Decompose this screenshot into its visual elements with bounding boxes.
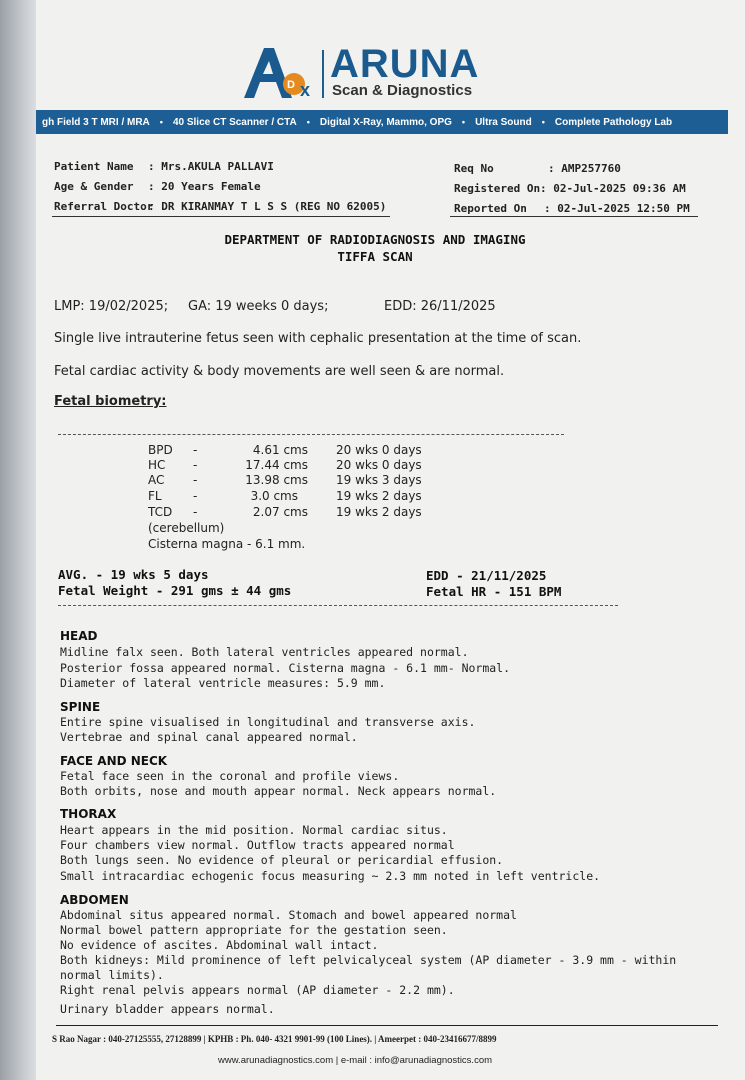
intro-presentation: Single live intrauterine fetus seen with cephalic presentation at the time of scan. [54, 331, 582, 346]
biometry-sep: - [193, 505, 198, 519]
registered-on-value: : 02-Jul-2025 09:36 AM [540, 182, 686, 195]
biometry-sep: - [193, 443, 198, 457]
edd-lmp: EDD: 26/11/2025 [384, 299, 496, 314]
section-line: Four chambers view normal. Outflow tracts appeared normal [60, 838, 455, 852]
bullet-icon: • [306, 117, 310, 127]
biometry-age: 19 wks 2 days [336, 505, 422, 519]
dashed-divider [58, 434, 564, 435]
biometry-age: 20 wks 0 days [336, 443, 422, 457]
bullet-icon: • [159, 117, 163, 127]
aruna-logo-icon [240, 44, 320, 100]
section-line: Heart appears in the mid position. Normal cardiac situs. [60, 823, 448, 837]
referral-doctor-label: Referral Doctor [54, 200, 154, 213]
biometry-sep: - [193, 489, 198, 503]
bullet-icon: • [461, 117, 466, 127]
binder-edge [0, 0, 40, 1080]
section-title: THORAX [60, 807, 117, 821]
services-band [36, 110, 728, 134]
section-line: Urinary bladder appears normal. [60, 1002, 275, 1016]
section-line: Both lungs seen. No evidence of pleural or pericardial effusion. [60, 853, 504, 867]
section-line: Fetal face seen in the coronal and profile views. [60, 769, 400, 783]
service-ct: 40 Slice CT Scanner / CTA [172, 116, 297, 128]
dashed-divider [58, 605, 618, 606]
biometry-age: 19 wks 3 days [336, 473, 422, 487]
patient-name-value: : Mrs.AKULA PALLAVI [148, 160, 274, 173]
biometry-value: 13.98 cms [245, 473, 308, 487]
section-title: HEAD [60, 629, 98, 643]
footer-web: www.arunadiagnostics.com | e-mail : info@arunadiagnostics.com [218, 1055, 493, 1066]
fetal-weight: Fetal Weight - 291 gms ± 44 gms [58, 583, 292, 598]
footer-divider [56, 1025, 718, 1026]
section-title: SPINE [60, 700, 101, 714]
brand-name: ARUNA [330, 42, 480, 86]
age-gender-label: Age & Gender [54, 180, 134, 193]
biometry-age: 19 wks 2 days [336, 489, 422, 503]
bullet-icon: • [541, 117, 545, 127]
svg-text:x: x [300, 80, 311, 100]
service-mri: gh Field 3 T MRI / MRA [42, 116, 150, 128]
referral-doctor-value: : DR KIRANMAY T L S S (REG NO 62005) [148, 200, 387, 213]
section-line: Small intracardiac echogenic focus measuring ~ 2.3 mm noted in left ventricle. [60, 869, 601, 883]
section-title: ABDOMEN [60, 893, 129, 907]
section-line: Right renal pelvis appears normal (AP diameter - 2.2 mm). [60, 983, 455, 997]
intro-cardiac: Fetal cardiac activity & body movements are well seen & are normal. [54, 364, 505, 379]
edd-ultrasound: EDD - 21/11/2025 [426, 568, 547, 583]
service-pathology: Complete Pathology Lab [554, 116, 673, 128]
divider [52, 216, 390, 217]
cerebellum-note: (cerebellum) [148, 521, 225, 535]
section-line: Midline falx seen. Both lateral ventricles appeared normal. [60, 645, 469, 659]
divider [450, 216, 698, 217]
biometry-value: 3.0 cms [250, 489, 298, 503]
biometry-param: FL [148, 489, 162, 503]
cisterna-magna-note: Cisterna magna - 6.1 mm. [148, 537, 306, 551]
patient-name-label: Patient Name [54, 160, 134, 173]
biometry-param: BPD [148, 443, 173, 457]
biometry-value: 17.44 cms [245, 458, 308, 472]
biometry-age: 20 wks 0 days [336, 458, 422, 472]
average-ga: AVG. - 19 wks 5 days [58, 567, 209, 582]
logo-separator [322, 50, 324, 98]
section-line: Normal bowel pattern appropriate for the gestation seen. [60, 923, 448, 937]
fetal-heart-rate: Fetal HR - 151 BPM [426, 584, 562, 599]
biometry-title: Fetal biometry: [54, 394, 167, 409]
section-line: Posterior fossa appeared normal. Cisterna magna - 6.1 mm- Normal. [60, 661, 511, 675]
biometry-sep: - [193, 458, 198, 472]
req-no-label: Req No [454, 162, 494, 175]
section-line: Diameter of lateral ventricle measures: 5.9 mm. [60, 676, 386, 690]
footer-contacts: S Rao Nagar : 040-27125555, 27128899 | KPHB : Ph. 040- 4321 9901-99 (100 Lines). | Ameerpet : 040-23416677/8899 [52, 1034, 497, 1044]
gestational-age: GA: 19 weeks 0 days; [188, 299, 329, 314]
biometry-param: HC [148, 458, 166, 472]
scan-type: TIFFA SCAN [337, 249, 413, 264]
registered-on-label: Registered On [454, 182, 541, 195]
biometry-param: AC [148, 473, 165, 487]
age-gender-value: : 20 Years Female [148, 180, 261, 193]
reported-on-label: Reported On [454, 202, 527, 215]
department-title: DEPARTMENT OF RADIODIAGNOSIS AND IMAGING [224, 232, 526, 247]
biometry-value: 2.07 cms [252, 505, 308, 519]
section-line: Both orbits, nose and mouth appear normal. Neck appears normal. [60, 784, 497, 798]
section-line: Vertebrae and spinal canal appeared normal. [60, 730, 358, 744]
reported-on-value: : 02-Jul-2025 12:50 PM [544, 202, 690, 215]
service-xray: Digital X-Ray, Mammo, OPG [319, 116, 452, 128]
svg-text:D: D [287, 79, 295, 91]
section-line: Abdominal situs appeared normal. Stomach and bowel appeared normal [60, 908, 517, 922]
section-line: Both kidneys: Mild prominence of left pelvicalyceal system (AP diameter - 3.9 mm - within [60, 953, 677, 967]
service-ultrasound: Ultra Sound [475, 116, 532, 128]
section-line: No evidence of ascites. Abdominal wall intact. [60, 938, 379, 952]
biometry-value: 4.61 cms [252, 443, 308, 457]
section-line: Entire spine visualised in longitudinal and transverse axis. [60, 715, 476, 729]
lmp: LMP: 19/02/2025; [54, 299, 169, 314]
brand-tagline: Scan & Diagnostics [332, 82, 473, 99]
biometry-param: TCD [148, 505, 173, 519]
req-no-value: : AMP257760 [548, 162, 621, 175]
section-line: normal limits). [60, 968, 164, 982]
biometry-sep: - [193, 473, 198, 487]
section-title: FACE AND NECK [60, 754, 168, 768]
